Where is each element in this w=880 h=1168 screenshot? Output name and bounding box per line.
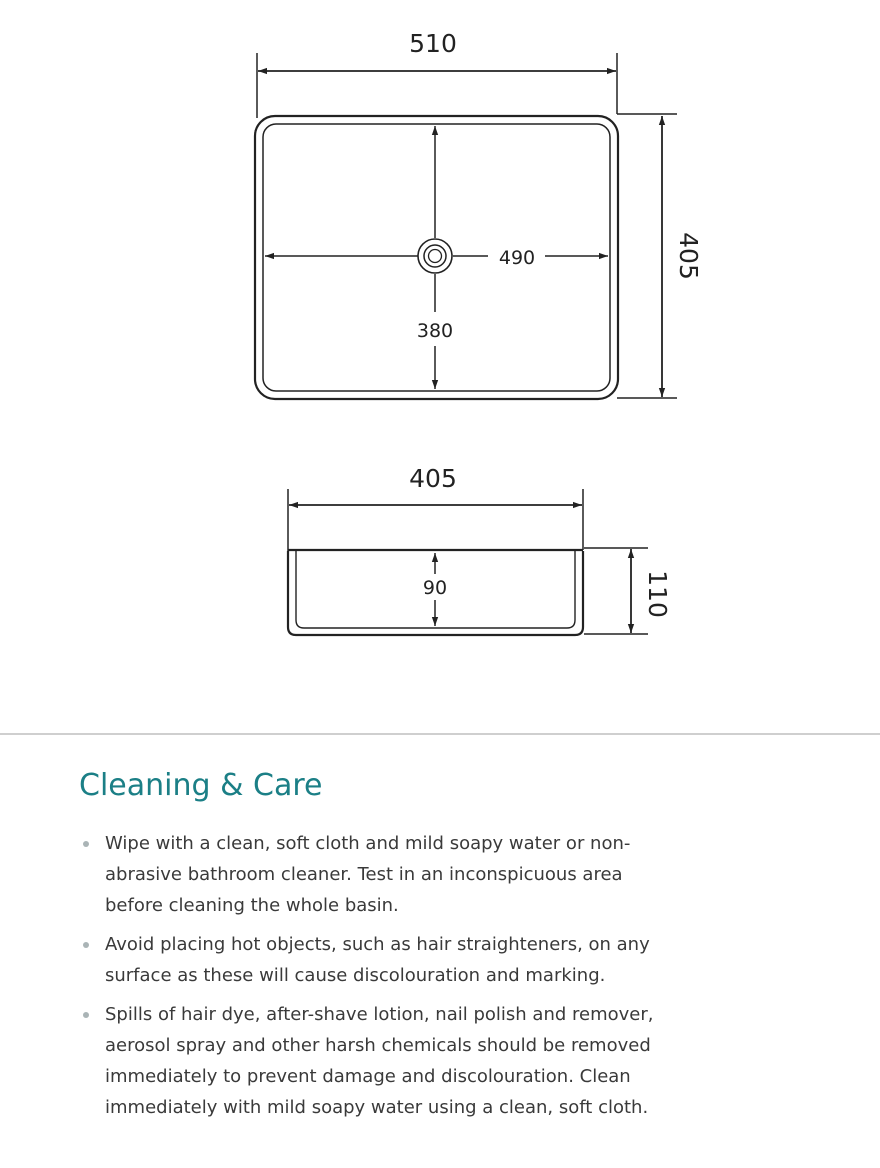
list-item-text: Avoid placing hot objects, such as hair straighteners, on any surface as these will cause discolouration and marking. [105,934,650,986]
drain-icon [418,239,452,273]
list-item-text: Wipe with a clean, soft cloth and mild soapy water or non-abrasive bathroom cleaner. Test in an inconspicuous area before cleaning the whole basin. [105,833,631,916]
plan-width-label: 510 [409,29,457,58]
bowl-depth-label: 380 [416,320,454,342]
list-item [79,999,685,1123]
bullet-icon [83,841,89,847]
list-item [79,828,685,921]
section-divider [0,733,880,735]
care-list [79,828,719,1123]
plan-depth-label: 405 [674,232,703,280]
cleaning-care-section [79,768,719,1131]
side-width-label: 405 [409,464,457,493]
list-item [79,929,685,991]
side-view [288,464,672,635]
list-item-text: Spills of hair dye, after-shave lotion, nail polish and remover, aerosol spray and other harsh chemicals should be removed immediately to prevent damage and discolouration. Clean immediately with mild soapy water using a clean, soft cloth. [105,1004,654,1118]
side-bowl-height-label: 90 [422,577,448,599]
plan-view [255,29,703,399]
bowl-width-label: 490 [498,247,536,269]
cleaning-care-heading: Cleaning & Care [79,768,323,803]
bullet-icon [83,1012,89,1018]
bullet-icon [83,942,89,948]
side-height-label: 110 [643,570,672,618]
